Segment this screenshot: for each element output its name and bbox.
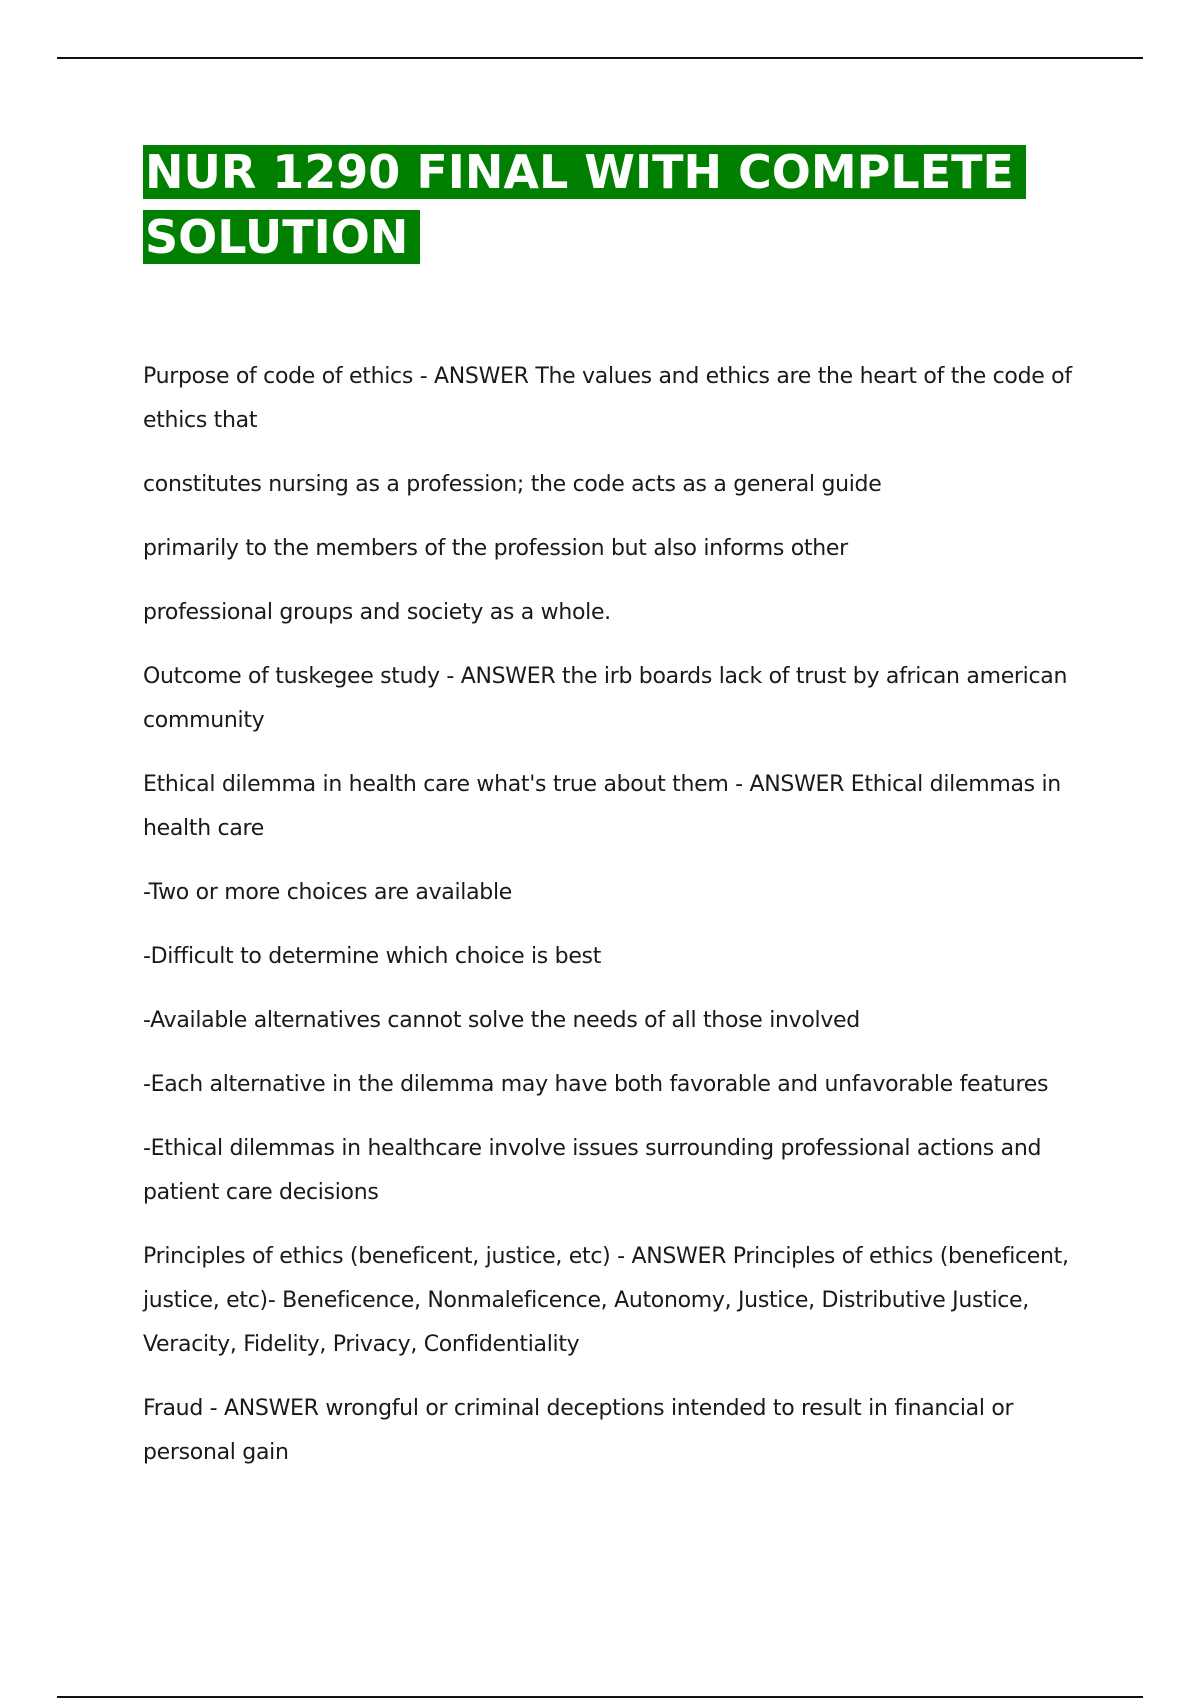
- list-item: -Each alternative in the dilemma may have both favorable and unfavorable features: [143, 1072, 1049, 1097]
- list-item: -Ethical dilemmas in healthcare involve issues surrounding professional actions and patient care decisions: [143, 1136, 1042, 1205]
- paragraph: primarily to the members of the profession but also informs other: [143, 536, 848, 561]
- footer-rule: [57, 1696, 1143, 1698]
- header-rule: [57, 57, 1143, 59]
- paragraph: Ethical dilemma in health care what's true about them - ANSWER Ethical dilemmas in health care: [143, 772, 1061, 841]
- list-item: -Difficult to determine which choice is best: [143, 944, 602, 969]
- list-item: -Available alternatives cannot solve the needs of all those involved: [143, 1008, 860, 1033]
- document-title: [143, 140, 1063, 270]
- document-body: [143, 355, 1083, 1495]
- paragraph: Purpose of code of ethics - ANSWER The values and ethics are the heart of the code of ethics that: [143, 364, 1072, 433]
- paragraph: Fraud - ANSWER wrongful or criminal deceptions intended to result in financial or personal gain: [143, 1396, 1014, 1465]
- paragraph: Outcome of tuskegee study - ANSWER the irb boards lack of trust by african american community: [143, 664, 1068, 733]
- paragraph: Principles of ethics (beneficent, justice, etc) - ANSWER Principles of ethics (beneficent, justice, etc)- Beneficence, Nonmaleficence, Autonomy, Justice, Distributive Justice, Veracity, Fidelity, Privacy, Confidentiality: [143, 1244, 1069, 1357]
- list-item: -Two or more choices are available: [143, 880, 513, 905]
- document-title-text: NUR 1290 FINAL WITH COMPLETE SOLUTION: [143, 145, 1026, 264]
- paragraph: professional groups and society as a whole.: [143, 600, 611, 625]
- paragraph: constitutes nursing as a profession; the code acts as a general guide: [143, 472, 882, 497]
